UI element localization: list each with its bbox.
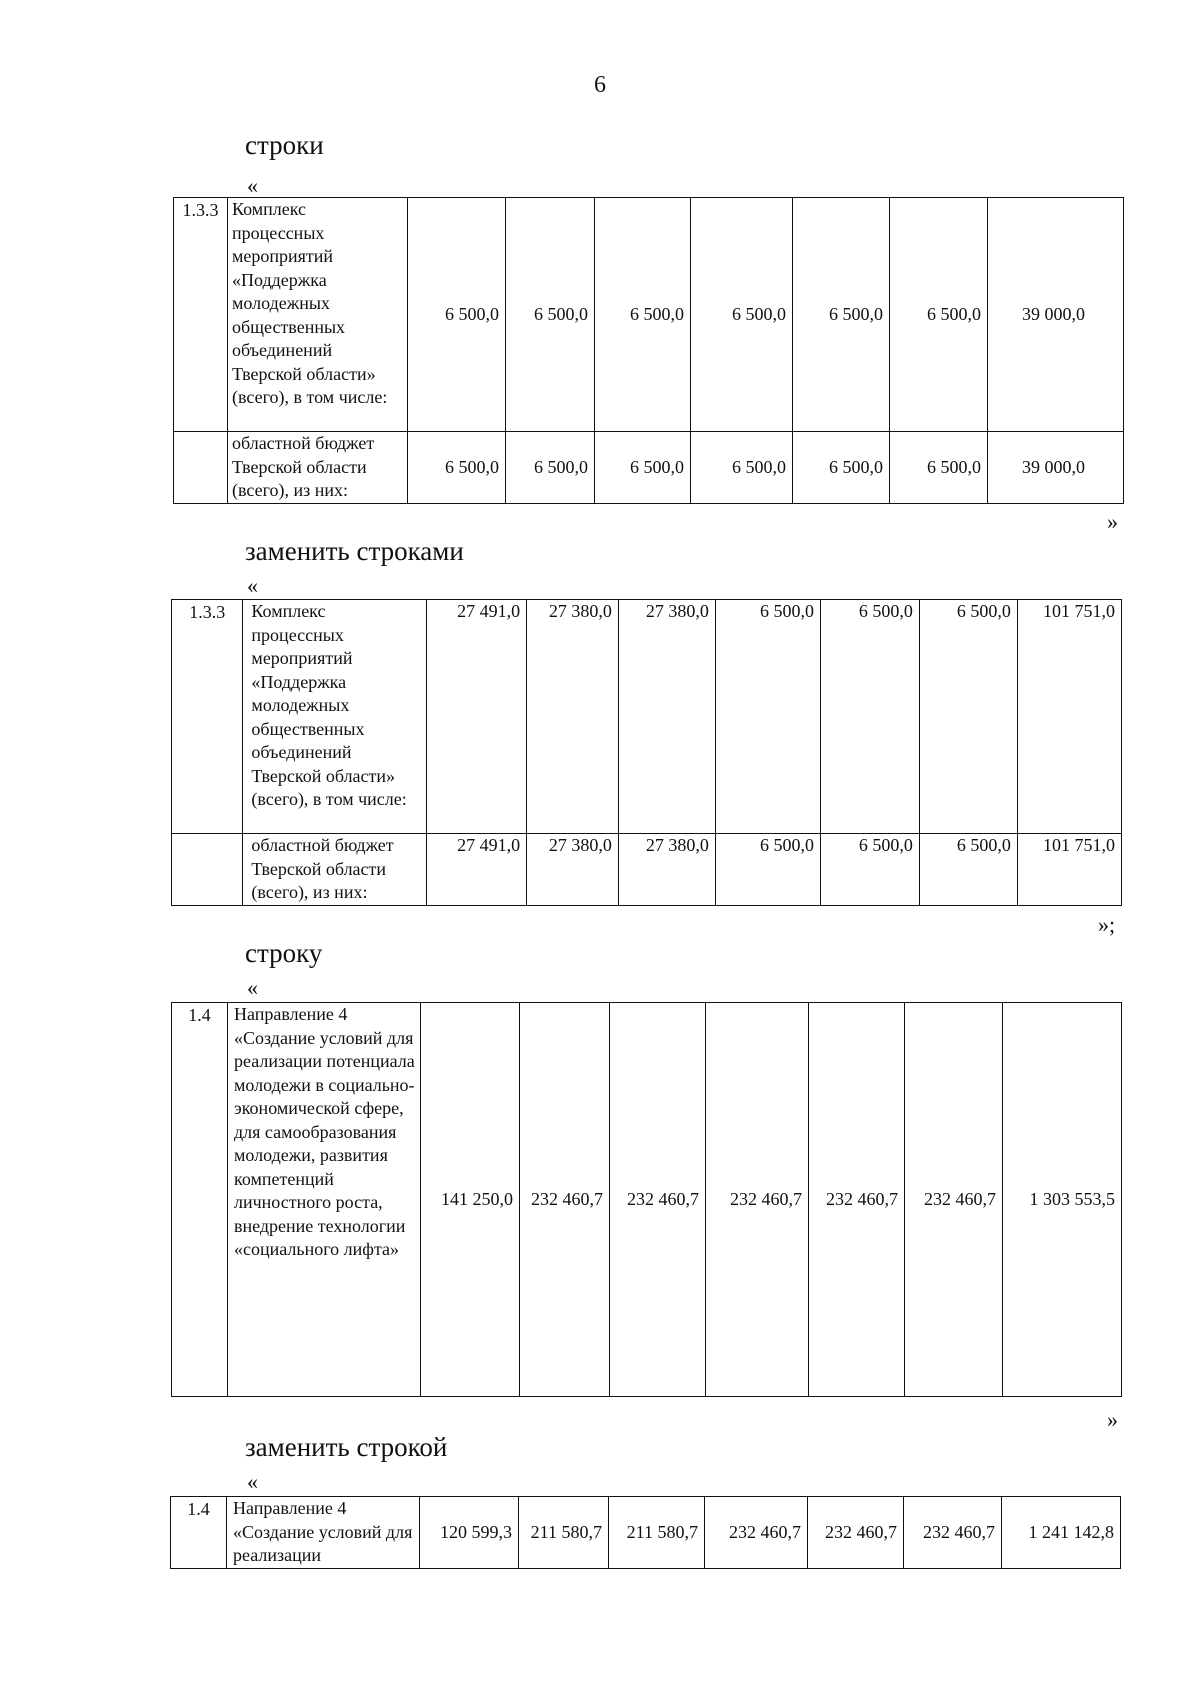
- total-cell: 1 303 553,5: [1003, 1003, 1122, 1397]
- table-old-1-3-3: [173, 197, 1124, 504]
- value-cell: 6 500,0: [595, 432, 691, 504]
- value-cell: 27 380,0: [618, 834, 715, 906]
- row-name: Направление 4 «Создание условий для реализации потенциала молодежи в социально-экономической сфере, для самообразования молодежи, развития компетенций личностного роста, внедрение технологии «социального лифта»: [228, 1003, 421, 1397]
- value-cell: 27 491,0: [427, 600, 527, 834]
- value-cell: 6 500,0: [890, 198, 988, 432]
- close-quote: »: [1107, 509, 1118, 534]
- table-row: [172, 1003, 1122, 1397]
- open-quote: «: [247, 1469, 258, 1494]
- value-cell: 6 500,0: [793, 432, 890, 504]
- value-cell: 6 500,0: [919, 834, 1017, 906]
- row-name: Комплекс процессных мероприятий «Поддержка молодежных общественных объединений Тверской области» (всего), в том числе:: [228, 198, 408, 432]
- section-title-replace-rows: заменить строками: [245, 536, 464, 566]
- value-cell: 6 500,0: [715, 600, 820, 834]
- value-cell: 6 500,0: [408, 198, 506, 432]
- value-cell: 27 380,0: [527, 834, 619, 906]
- value-cell: 6 500,0: [715, 834, 820, 906]
- value-cell: 232 460,7: [705, 1497, 808, 1569]
- value-cell: 232 460,7: [808, 1497, 904, 1569]
- row-code: 1.3.3: [174, 198, 228, 432]
- value-cell: 232 460,7: [706, 1003, 809, 1397]
- table-row: [171, 1497, 1121, 1569]
- value-cell: 6 500,0: [408, 432, 506, 504]
- value-cell: 232 460,7: [809, 1003, 905, 1397]
- row-code: [174, 432, 228, 504]
- row-name: областной бюджет Тверской области (всего), из них:: [228, 432, 408, 504]
- value-cell: 232 460,7: [905, 1003, 1003, 1397]
- value-cell: 120 599,3: [420, 1497, 519, 1569]
- total-cell: 39 000,0: [988, 432, 1124, 504]
- section-title-rows: строки: [245, 130, 324, 160]
- table-new-1-4: [170, 1496, 1121, 1569]
- row-code: 1.4: [171, 1497, 227, 1569]
- table-new-1-3-3: [171, 599, 1122, 906]
- value-cell: 6 500,0: [691, 198, 793, 432]
- row-name: Комплекс процессных мероприятий «Поддержка молодежных общественных объединений Тверской области» (всего), в том числе:: [243, 600, 427, 834]
- value-cell: 6 500,0: [595, 198, 691, 432]
- row-code: 1.3.3: [172, 600, 243, 834]
- close-quote: »: [1107, 1407, 1118, 1432]
- value-cell: 6 500,0: [820, 834, 919, 906]
- value-cell: 141 250,0: [421, 1003, 520, 1397]
- total-cell: 101 751,0: [1017, 834, 1121, 906]
- value-cell: 6 500,0: [890, 432, 988, 504]
- value-cell: 27 491,0: [427, 834, 527, 906]
- total-cell: 39 000,0: [988, 198, 1124, 432]
- table-row: [174, 432, 1124, 504]
- value-cell: 6 500,0: [820, 600, 919, 834]
- value-cell: 232 460,7: [610, 1003, 706, 1397]
- value-cell: 211 580,7: [519, 1497, 609, 1569]
- row-code: [172, 834, 243, 906]
- section-title-row: строку: [245, 938, 323, 968]
- page-number: 6: [594, 72, 606, 98]
- value-cell: 27 380,0: [527, 600, 619, 834]
- open-quote: «: [247, 173, 258, 198]
- value-cell: 27 380,0: [618, 600, 715, 834]
- value-cell: 211 580,7: [609, 1497, 705, 1569]
- table-old-1-4: [171, 1002, 1122, 1397]
- row-name: Направление 4 «Создание условий для реализации: [227, 1497, 420, 1569]
- value-cell: 232 460,7: [904, 1497, 1002, 1569]
- value-cell: 6 500,0: [506, 432, 595, 504]
- open-quote: «: [247, 975, 258, 1000]
- total-cell: 1 241 142,8: [1002, 1497, 1121, 1569]
- value-cell: 6 500,0: [691, 432, 793, 504]
- value-cell: 6 500,0: [506, 198, 595, 432]
- value-cell: 6 500,0: [919, 600, 1017, 834]
- row-code: 1.4: [172, 1003, 228, 1397]
- row-name: областной бюджет Тверской области (всего), из них:: [243, 834, 427, 906]
- section-title-replace-row: заменить строкой: [245, 1432, 448, 1462]
- table-row: [172, 834, 1122, 906]
- table-row: [174, 198, 1124, 432]
- table-row: [172, 600, 1122, 834]
- value-cell: 6 500,0: [793, 198, 890, 432]
- value-cell: 232 460,7: [520, 1003, 610, 1397]
- total-cell: 101 751,0: [1017, 600, 1121, 834]
- close-quote: »;: [1098, 912, 1116, 937]
- open-quote: «: [247, 573, 258, 598]
